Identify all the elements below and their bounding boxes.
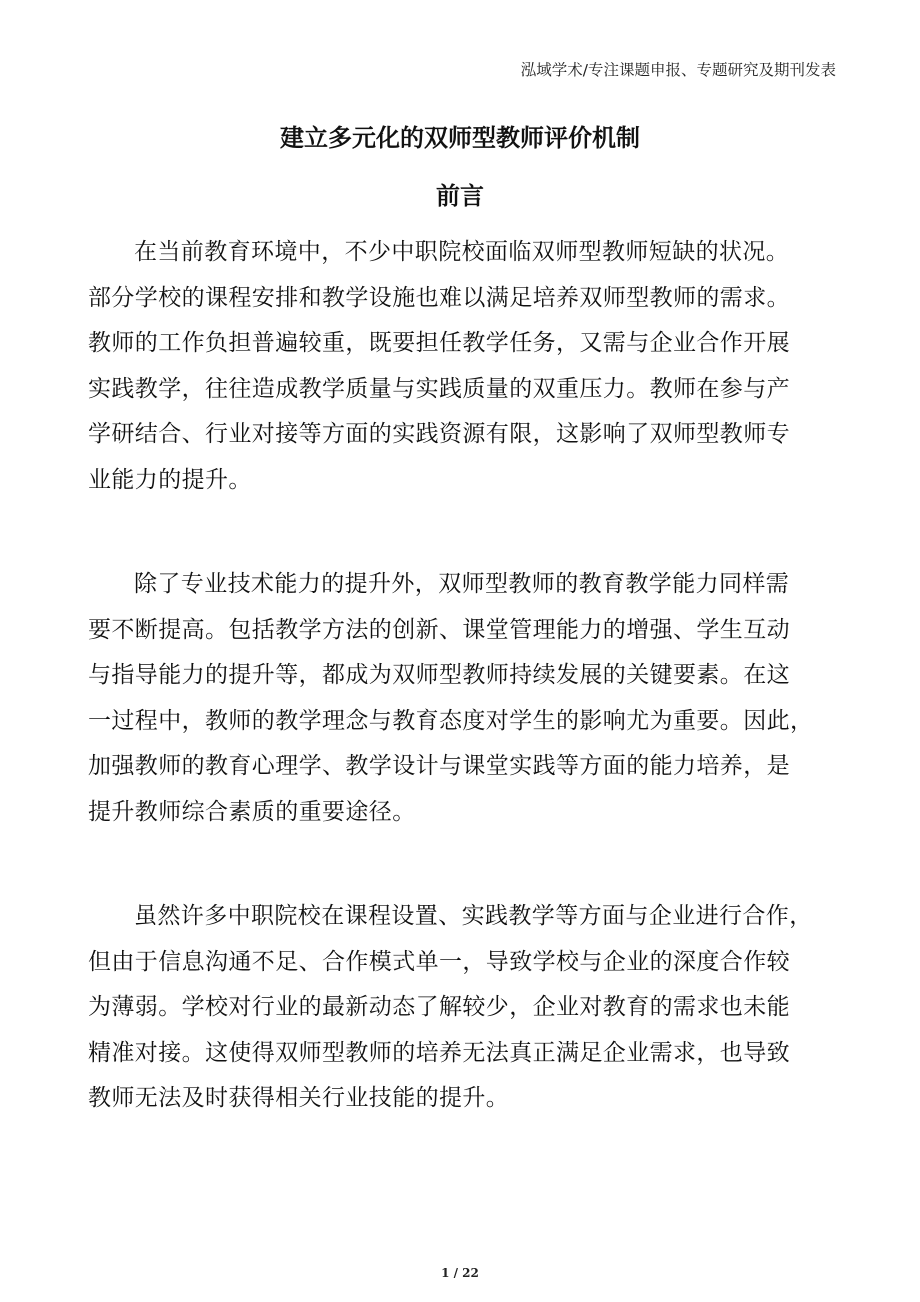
text-line: 为薄弱。学校对行业的最新动态了解较少，企业对教育的需求也未能	[88, 994, 790, 1020]
paragraph	[88, 230, 848, 503]
text-line: 一过程中，教师的教学理念与教育态度对学生的影响尤为重要。因此，	[88, 707, 814, 734]
text-line: 提升教师综合素质的重要途径。	[88, 798, 416, 825]
text-line: 实践教学，往往造成教学质量与实践质量的双重压力。教师在参与产	[88, 375, 790, 402]
text-line: 部分学校的课程安排和教学设施也难以满足培养双师型教师的需求。	[88, 284, 790, 311]
text-line: 教师无法及时获得相关行业技能的提升。	[88, 1085, 510, 1111]
text-line: 教师的工作负担普遍较重，既要担任教学任务，又需与企业合作开展	[88, 330, 790, 356]
text-line: 在当前教育环境中，不少中职院校面临双师型教师短缺的状况。	[134, 239, 790, 265]
text-line: 但由于信息沟通不足、合作模式单一，导致学校与企业的深度合作较	[88, 948, 790, 975]
text-line: 加强教师的教育心理学、教学设计与课堂实践等方面的能力培养，是	[88, 753, 790, 779]
section-title: 前言	[436, 182, 484, 210]
page-number: 1 / 22	[441, 1266, 479, 1280]
text-line: 与指导能力的提升等，都成为双师型教师持续发展的关键要素。在这	[88, 662, 790, 688]
page-header: 泓域学术/专注课题申报、专题研究及期刊发表	[520, 61, 836, 79]
text-line: 精准对接。这使得双师型教师的培养无法真正满足企业需求，也导致	[88, 1039, 790, 1066]
text-line: 除了专业技术能力的提升外，双师型教师的教育教学能力同样需	[134, 571, 790, 597]
text-line: 业能力的提升。	[88, 466, 252, 493]
text-line: 虽然许多中职院校在课程设置、实践教学等方面与企业进行合作，	[134, 903, 813, 929]
paragraph	[88, 562, 848, 835]
paragraph	[88, 894, 848, 1122]
document-title: 建立多元化的双师型教师评价机制	[280, 124, 640, 152]
text-line: 学研结合、行业对接等方面的实践资源有限，这影响了双师型教师专	[88, 421, 790, 447]
text-line: 要不断提高。包括教学方法的创新、课堂管理能力的增强、学生互动	[88, 616, 790, 643]
